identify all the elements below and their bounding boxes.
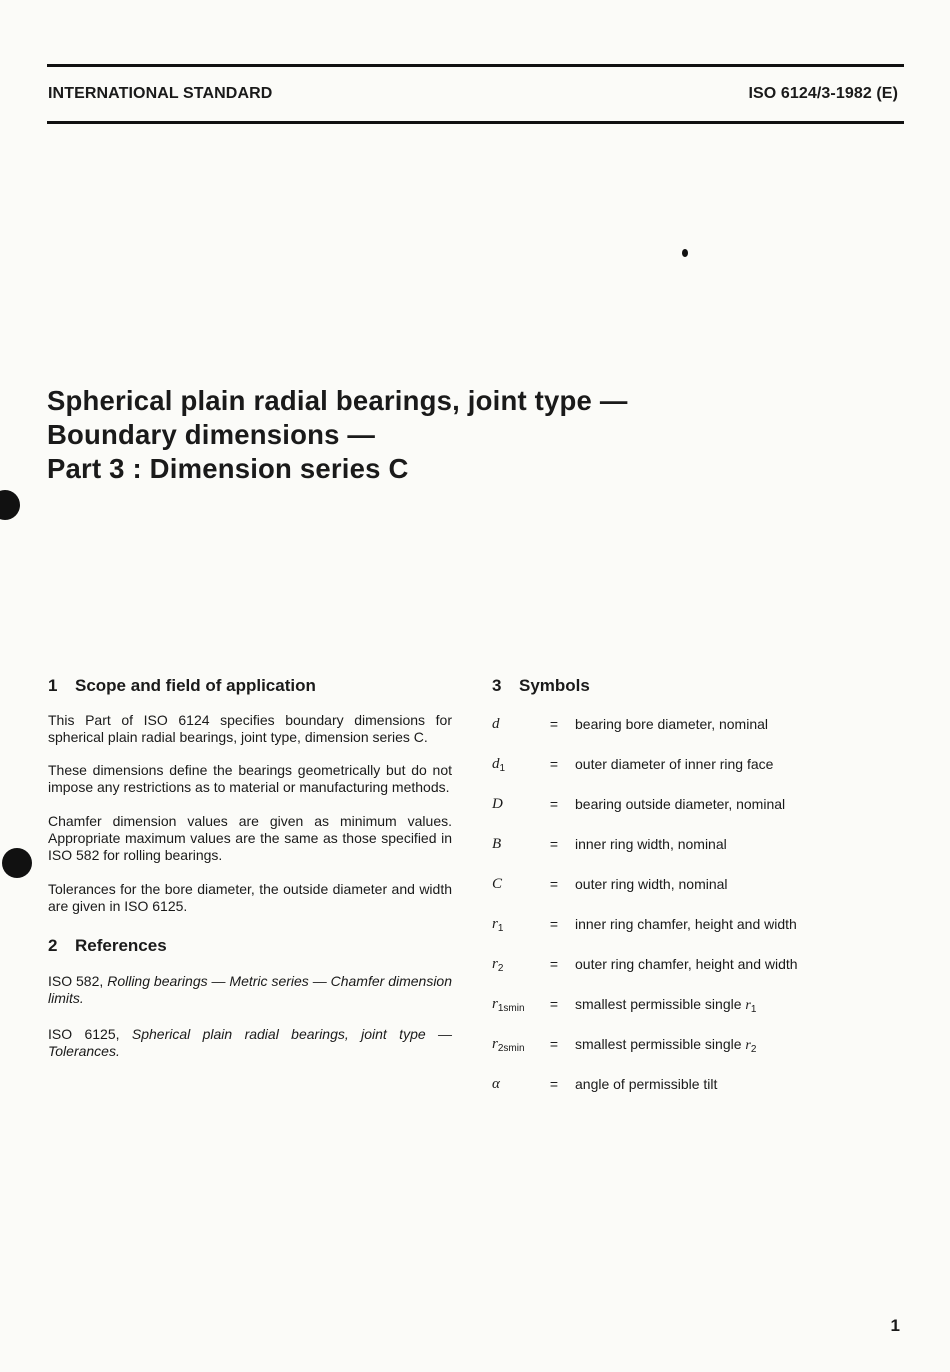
- right-column: [492, 676, 912, 1092]
- punch-hole-mark: [0, 490, 20, 520]
- reference-title: Spherical plain radial bearings, joint type — Tolerances.: [48, 1026, 452, 1059]
- symbol-description: smallest permissible single $r_2$: [575, 1036, 757, 1055]
- symbol-description: angle of permissible tilt: [575, 1076, 718, 1092]
- symbol-description: bearing outside diameter, nominal: [575, 796, 786, 812]
- equals-sign: =: [549, 716, 559, 732]
- symbol: D: [492, 796, 503, 812]
- scan-speck: [682, 249, 688, 257]
- symbol-description: inner ring width, nominal: [575, 836, 727, 852]
- equals-sign: =: [549, 756, 559, 772]
- equals-sign: =: [549, 996, 559, 1012]
- title-line: Part 3 : Dimension series C: [47, 453, 409, 484]
- reference-entry: [48, 973, 452, 1007]
- equals-sign: =: [549, 916, 559, 932]
- title-line: Boundary dimensions —: [47, 419, 376, 450]
- section-heading-symbols: [492, 676, 912, 696]
- title-line: Spherical plain radial bearings, joint type —: [47, 385, 628, 416]
- section-title: References: [75, 936, 167, 955]
- section-number: 1: [48, 676, 58, 695]
- symbol: $r_2$: [492, 956, 504, 974]
- left-column: [48, 676, 452, 1060]
- section-heading-scope: [48, 676, 452, 696]
- symbol: C: [492, 876, 503, 892]
- section-heading-references: [48, 936, 452, 956]
- paragraph: These dimensions define the bearings geometrically but do not impose any restrictions as to material or manufacturing methods.: [48, 762, 452, 795]
- section-title: Scope and field of application: [75, 676, 316, 695]
- paragraph: Chamfer dimension values are given as minimum values. Appropriate maximum values are the same as those specified in ISO 582 for rolling bearings.: [48, 813, 452, 863]
- symbol: $r_{1smin}$: [492, 996, 525, 1014]
- symbol-description: bearing bore diameter, nominal: [575, 716, 769, 732]
- reference-id: ISO 6125,: [48, 1026, 120, 1042]
- equals-sign: =: [549, 796, 559, 812]
- header-document-number: ISO 6124/3-1982 (E): [748, 85, 898, 102]
- equals-sign: =: [549, 1036, 559, 1052]
- symbol: α: [492, 1076, 500, 1092]
- header-rule-bottom: [47, 121, 904, 124]
- symbol: d: [492, 716, 500, 732]
- equals-sign: =: [549, 956, 559, 972]
- reference-entry: [48, 1026, 452, 1060]
- symbol-description: outer ring chamfer, height and width: [575, 956, 798, 972]
- symbol: $r_{2smin}$: [492, 1036, 525, 1054]
- header-standard-label: INTERNATIONAL STANDARD: [48, 85, 273, 102]
- symbol: $d_1$: [492, 756, 506, 774]
- section-title: Symbols: [519, 676, 590, 695]
- punch-hole-mark: [2, 848, 32, 878]
- symbol-description: outer ring width, nominal: [575, 876, 728, 892]
- paragraph: Tolerances for the bore diameter, the outside diameter and width are given in ISO 6125.: [48, 881, 452, 914]
- symbol: $r_1$: [492, 916, 504, 934]
- equals-sign: =: [549, 836, 559, 852]
- equals-sign: =: [549, 1076, 559, 1092]
- reference-id: ISO 582,: [48, 973, 104, 989]
- symbol: B: [492, 836, 502, 852]
- paragraph: This Part of ISO 6124 specifies boundary dimensions for spherical plain radial bearings, joint type, dimension series C.: [48, 712, 452, 745]
- symbol-description: inner ring chamfer, height and width: [575, 916, 797, 932]
- reference-title: Rolling bearings — Metric series — Chamfer dimension limits.: [48, 973, 453, 1006]
- equals-sign: =: [549, 876, 559, 892]
- symbol-description: smallest permissible single $r_1$: [575, 996, 757, 1015]
- symbol-description: outer diameter of inner ring face: [575, 756, 774, 772]
- section-number: 3: [492, 676, 502, 695]
- section-number: 2: [48, 936, 58, 955]
- header-rule-top: [47, 64, 904, 67]
- document-title: [47, 384, 628, 486]
- page-number: 1: [890, 1316, 900, 1335]
